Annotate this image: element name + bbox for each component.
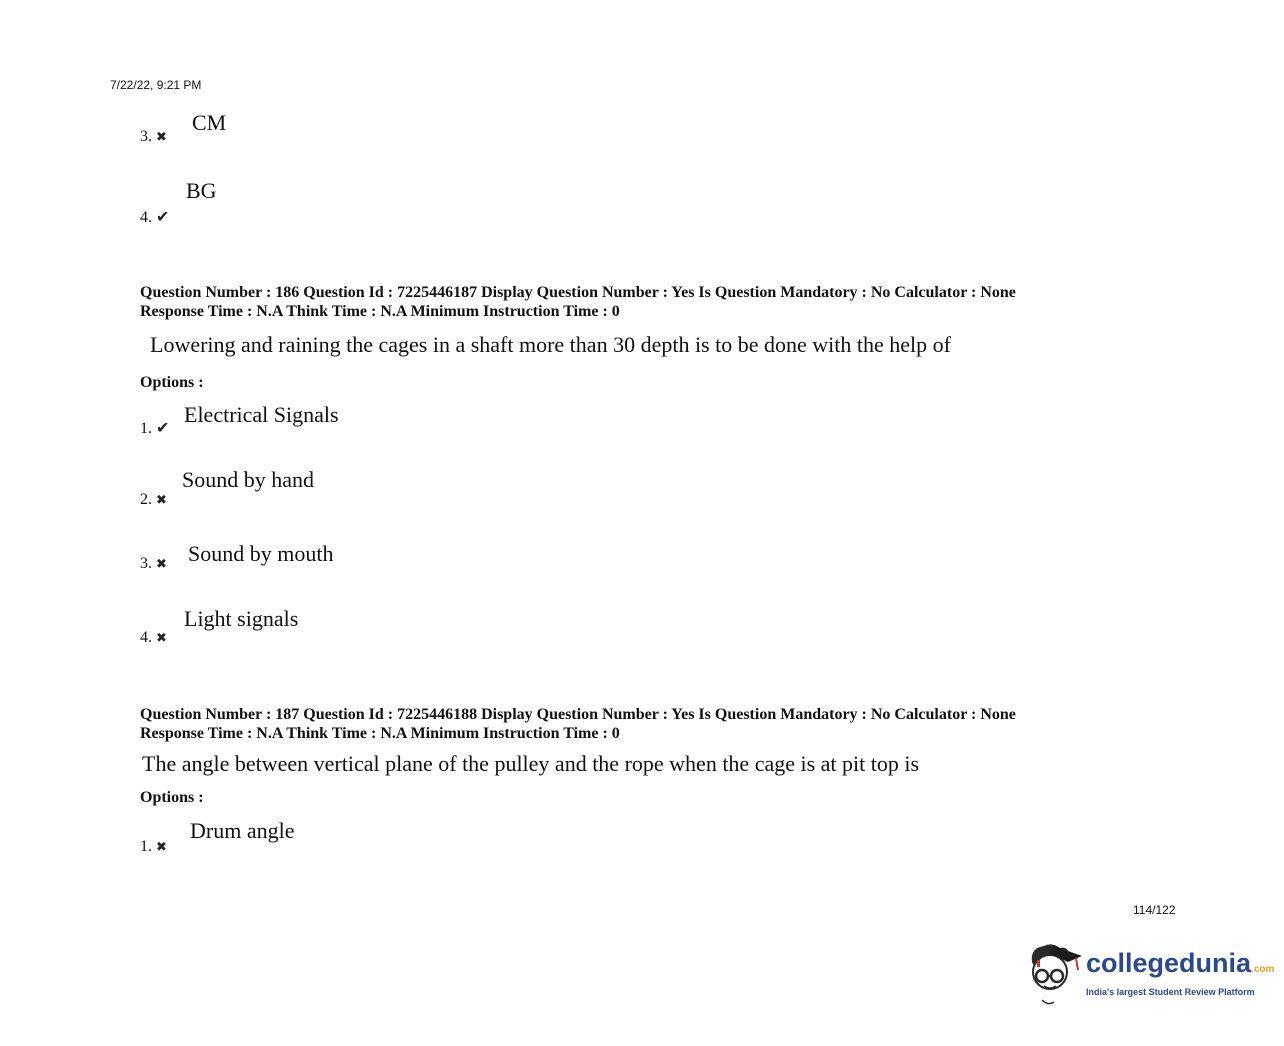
logo-text: collegedunia [1086,948,1252,978]
page-number: 114/122 [1133,903,1176,917]
wrong-mark-icon: ✖ [156,630,167,645]
logo-wordmark [1086,948,1274,979]
option-number-row [140,128,167,146]
logo-suffix: .com [1251,964,1275,975]
correct-check-icon: ✔ [156,209,170,226]
option-number: 3. [140,128,152,145]
collegedunia-logo [1024,940,1275,1010]
option-number-row [140,629,167,647]
option-text: Drum angle [190,818,295,843]
option-text: Light signals [184,606,299,631]
option-text: Electrical Signals [184,402,339,427]
option-number: 3. [140,555,152,572]
question-meta-line1: Question Number : 187 Question Id : 7225446188 Display Question Number : Yes Is Question Mandatory : No Calculator : None [140,706,1016,723]
option-number: 4. [140,209,152,226]
question-meta-line1: Question Number : 186 Question Id : 7225446187 Display Question Number : Yes Is Question Mandatory : No Calculator : None [140,284,1016,301]
option-number: 2. [140,491,152,508]
option-number: 1. [140,838,152,855]
question-text: The angle between vertical plane of the pulley and the rope when the cage is at pit top is [142,751,920,776]
question-text: Lowering and raining the cages in a shaft more than 30 depth is to be done with the help of [150,332,951,357]
option-number-row [140,838,167,856]
option-number: 1. [140,420,152,437]
option-text: CM [192,110,227,135]
option-text: Sound by mouth [188,541,334,566]
question-meta-line2: Response Time : N.A Think Time : N.A Minimum Instruction Time : 0 [140,725,620,742]
wrong-mark-icon: ✖ [156,556,167,571]
option-number-row [140,491,167,509]
option-number-row [140,555,167,573]
options-label: Options : [140,374,204,391]
option-number-row [140,418,169,438]
option-text: BG [186,178,217,203]
options-label: Options : [140,789,204,806]
wrong-mark-icon: ✖ [156,492,167,507]
student-mascot-icon [1024,940,1084,1010]
logo-tagline: India's largest Student Review Platform [1086,987,1255,997]
wrong-mark-icon: ✖ [156,839,167,854]
question-meta-line2: Response Time : N.A Think Time : N.A Minimum Instruction Time : 0 [140,303,620,320]
wrong-mark-icon: ✖ [156,129,167,144]
option-text: Sound by hand [182,467,314,492]
option-number-row [140,207,169,227]
option-number: 4. [140,629,152,646]
print-timestamp: 7/22/22, 9:21 PM [110,78,202,92]
correct-check-icon: ✔ [156,420,170,437]
